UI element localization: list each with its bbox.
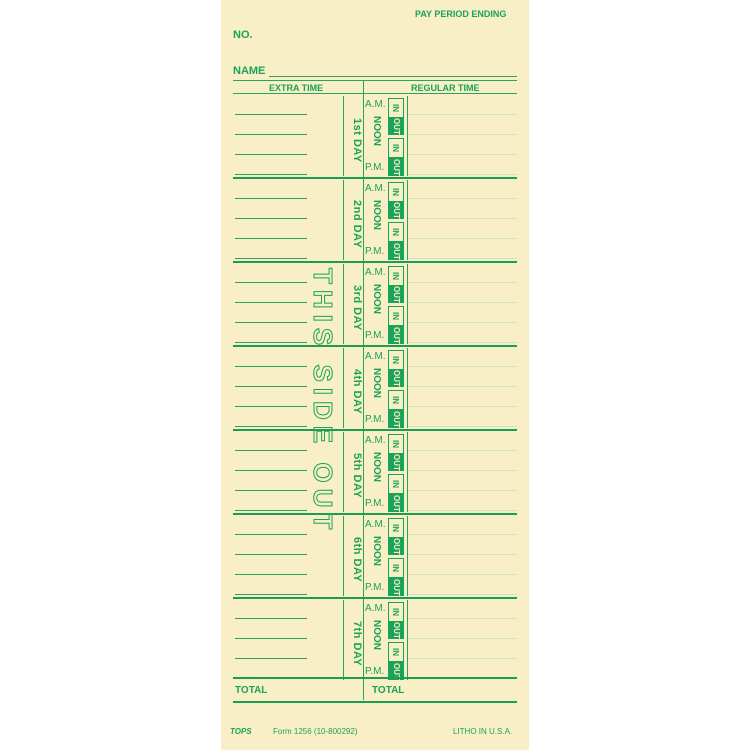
slot-am-label: A.M. — [365, 183, 386, 194]
extra-time-header: EXTRA TIME — [269, 83, 324, 93]
tops-logo: TOPS — [230, 727, 252, 736]
extra-time-line — [235, 534, 307, 535]
extra-time-line — [235, 366, 307, 367]
total-left-label: TOTAL — [235, 685, 268, 696]
regular-time-guide — [407, 638, 517, 639]
regular-time-guide — [407, 342, 517, 343]
regular-time-guide — [407, 302, 517, 303]
regular-time-guide — [407, 554, 517, 555]
regular-time-guide — [407, 154, 517, 155]
regular-time-guide — [407, 114, 517, 115]
slot-noon-label: NOON — [371, 620, 382, 650]
slot-am-label: A.M. — [365, 351, 386, 362]
slot-noon-label: NOON — [371, 368, 382, 398]
out-marker: OUT — [388, 326, 404, 344]
extra-time-line — [235, 218, 307, 219]
regular-time-header: REGULAR TIME — [411, 83, 480, 93]
day-label: 4th DAY — [351, 369, 363, 415]
regular-time-guide — [407, 386, 517, 387]
out-marker: OUT — [388, 537, 404, 555]
day-label: 5th DAY — [351, 453, 363, 499]
in-marker: IN — [388, 602, 404, 622]
out-marker: OUT — [388, 410, 404, 428]
litho-label: LITHO IN U.S.A. — [453, 727, 513, 736]
extra-time-line — [235, 258, 307, 259]
extra-time-line — [235, 406, 307, 407]
out-marker: OUT — [388, 621, 404, 639]
day-label-divider — [343, 264, 344, 344]
extra-time-line — [235, 574, 307, 575]
header-rule — [233, 80, 517, 81]
extra-time-line — [235, 510, 307, 511]
in-marker: IN — [388, 182, 404, 202]
slot-noon-label: NOON — [371, 452, 382, 482]
in-marker: IN — [388, 642, 404, 662]
regular-time-guide — [407, 510, 517, 511]
regular-time-guide — [407, 470, 517, 471]
slot-divider — [407, 432, 408, 512]
header-bottom-rule — [233, 93, 517, 94]
regular-time-guide — [407, 282, 517, 283]
regular-time-guide — [407, 406, 517, 407]
regular-time-guide — [407, 258, 517, 259]
extra-time-line — [235, 238, 307, 239]
day-label: 2nd DAY — [351, 199, 363, 249]
total-rule-bottom — [233, 701, 517, 703]
in-marker: IN — [388, 138, 404, 158]
day-label-divider — [343, 600, 344, 680]
extra-time-line — [235, 658, 307, 659]
extra-time-line — [235, 282, 307, 283]
day-separator — [233, 429, 517, 431]
in-marker: IN — [388, 434, 404, 454]
extra-time-line — [235, 618, 307, 619]
out-marker: OUT — [388, 369, 404, 387]
in-marker: IN — [388, 222, 404, 242]
in-marker: IN — [388, 98, 404, 118]
out-marker: OUT — [388, 662, 404, 680]
regular-time-guide — [407, 534, 517, 535]
regular-time-guide — [407, 238, 517, 239]
center-divider — [363, 80, 364, 700]
in-marker: IN — [388, 518, 404, 538]
regular-time-guide — [407, 658, 517, 659]
regular-time-guide — [407, 218, 517, 219]
regular-time-guide — [407, 198, 517, 199]
slot-am-label: A.M. — [365, 603, 386, 614]
in-marker: IN — [388, 266, 404, 286]
regular-time-guide — [407, 574, 517, 575]
extra-time-line — [235, 114, 307, 115]
extra-time-line — [235, 594, 307, 595]
out-marker: OUT — [388, 158, 404, 176]
day-separator — [233, 261, 517, 263]
day-separator — [233, 345, 517, 347]
slot-noon-label: NOON — [371, 200, 382, 230]
extra-time-line — [235, 470, 307, 471]
out-marker: OUT — [388, 285, 404, 303]
day-separator — [233, 177, 517, 179]
extra-time-line — [235, 322, 307, 323]
extra-time-line — [235, 554, 307, 555]
slot-divider — [407, 180, 408, 260]
extra-time-line — [235, 134, 307, 135]
slot-pm-label: P.M. — [365, 330, 385, 341]
slot-divider — [407, 348, 408, 428]
day-label: 3rd DAY — [351, 285, 363, 331]
regular-time-guide — [407, 618, 517, 619]
day-label-divider — [343, 180, 344, 260]
slot-am-label: A.M. — [365, 99, 386, 110]
in-marker: IN — [388, 306, 404, 326]
pay-period-ending-label: PAY PERIOD ENDING — [415, 9, 507, 19]
slot-divider — [407, 264, 408, 344]
day-label-divider — [343, 432, 344, 512]
regular-time-guide — [407, 450, 517, 451]
regular-time-guide — [407, 490, 517, 491]
slot-divider — [407, 96, 408, 176]
out-marker: OUT — [388, 117, 404, 135]
regular-time-guide — [407, 322, 517, 323]
out-marker: OUT — [388, 201, 404, 219]
slot-am-label: A.M. — [365, 267, 386, 278]
form-number: Form 1256 (10-800292) — [273, 727, 358, 736]
day-label: 1st DAY — [351, 117, 363, 163]
slot-noon-label: NOON — [371, 536, 382, 566]
slot-pm-label: P.M. — [365, 414, 385, 425]
name-line — [269, 76, 517, 77]
day-label: 7th DAY — [351, 621, 363, 667]
in-marker: IN — [388, 474, 404, 494]
slot-am-label: A.M. — [365, 519, 386, 530]
out-marker: OUT — [388, 453, 404, 471]
slot-divider — [407, 516, 408, 596]
extra-time-line — [235, 302, 307, 303]
extra-time-line — [235, 174, 307, 175]
extra-time-line — [235, 426, 307, 427]
number-label: NO. — [233, 29, 253, 41]
out-marker: OUT — [388, 578, 404, 596]
in-marker: IN — [388, 390, 404, 410]
in-marker: IN — [388, 350, 404, 370]
extra-time-line — [235, 154, 307, 155]
regular-time-guide — [407, 174, 517, 175]
extra-time-line — [235, 342, 307, 343]
regular-time-guide — [407, 366, 517, 367]
slot-pm-label: P.M. — [365, 582, 385, 593]
day-label: 6th DAY — [351, 537, 363, 583]
extra-time-line — [235, 198, 307, 199]
day-label-divider — [343, 516, 344, 596]
day-separator — [233, 513, 517, 515]
slot-pm-label: P.M. — [365, 162, 385, 173]
slot-pm-label: P.M. — [365, 246, 385, 257]
slot-noon-label: NOON — [371, 116, 382, 146]
slot-am-label: A.M. — [365, 435, 386, 446]
regular-time-guide — [407, 594, 517, 595]
total-rule-top — [233, 677, 517, 679]
day-separator — [233, 597, 517, 599]
slot-pm-label: P.M. — [365, 498, 385, 509]
slot-divider — [407, 600, 408, 680]
time-card — [221, 0, 529, 750]
extra-time-line — [235, 450, 307, 451]
day-label-divider — [343, 348, 344, 428]
in-marker: IN — [388, 558, 404, 578]
extra-time-line — [235, 490, 307, 491]
name-label: NAME — [233, 65, 266, 77]
total-right-label: TOTAL — [372, 685, 405, 696]
slot-noon-label: NOON — [371, 284, 382, 314]
regular-time-guide — [407, 134, 517, 135]
out-marker: OUT — [388, 494, 404, 512]
extra-time-line — [235, 386, 307, 387]
day-label-divider — [343, 96, 344, 176]
regular-time-guide — [407, 426, 517, 427]
out-marker: OUT — [388, 242, 404, 260]
slot-pm-label: P.M. — [365, 666, 385, 677]
this-side-out-watermark: THIS SIDE OUT — [308, 268, 338, 536]
extra-time-line — [235, 638, 307, 639]
